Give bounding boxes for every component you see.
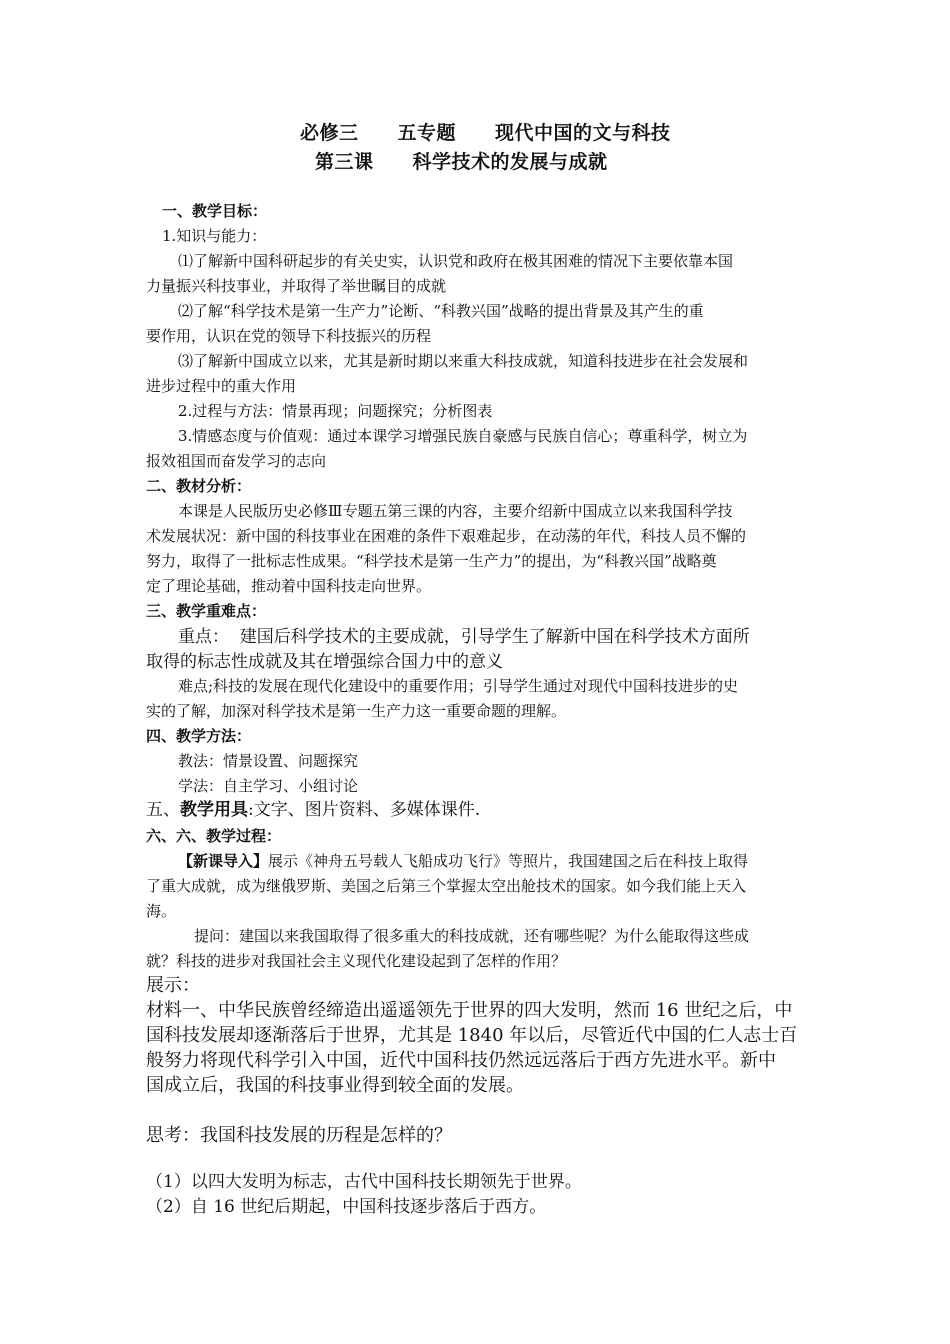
section-heading-objectives: 一、教学目标： [162,202,268,220]
tools-label: 教学用具 [180,800,248,820]
section-heading-process: 六、六、教学过程： [146,827,282,845]
paragraph-line: 重点： 建国后科学技术的主要成就，引导学生了解新中国在科学技术方面所 [178,627,750,647]
page-title: 必修三 五专题 现代中国的文与科技 [300,122,671,144]
paragraph-line: 进步过程中的重大作用 [146,377,297,395]
paragraph-line: 力量振兴科技事业，并取得了举世瞩目的成就 [146,277,447,295]
paragraph-line: ⑵了解“科学技术是第一生产力”论断、“科教兴国”战略的提出背景及其产生的重 [178,302,704,320]
paragraph-line: 努力，取得了一批标志性成果。“科学技术是第一生产力”的提出，为“科教兴国”战略奠 [146,552,717,570]
section-heading-tools [146,802,480,819]
paragraph-line: 了重大成就，成为继俄罗斯、美国之后第三个掌握太空出舱技术的国家。如今我们能上天入 [146,877,747,895]
show-label: 展示： [146,975,200,996]
intro-tag: 【新课导入】 [178,852,269,870]
paragraph-line: 实的了解，加深对科学技术是第一生产力这一重要命题的理解。 [146,702,567,720]
paragraph-line: 就？科技的进步对我国社会主义现代化建设起到了怎样的作用？ [146,952,567,970]
paragraph-line: 术发展状况：新中国的科技事业在困难的条件下艰难起步，在动荡的年代，科技人员不懈的 [146,527,747,545]
paragraph-line: 难点;科技的发展在现代化建设中的重要作用；引导学生通过对现代中国科技进步的史 [178,677,739,695]
tools-text: :文字、图片资料、多媒体课件. [248,800,481,820]
tools-prefix: 五、 [146,800,180,820]
section-heading-analysis: 二、教材分析： [146,477,252,495]
paragraph-line: 定了理论基础，推动着中国科技走向世界。 [146,577,432,595]
paragraph-line: 要作用，认识在党的领导下科技振兴的历程 [146,327,432,345]
paragraph-line: 本课是人民版历史必修Ⅲ专题五第三课的内容，主要介绍新中国成立以来我国科学技 [178,502,733,520]
learning-method-line: 学法：自主学习、小组讨论 [178,777,359,795]
paragraph-line: 海。 [146,902,177,920]
answer-line: （1）以四大发明为标志，古代中国科技长期领先于世界。 [146,1172,582,1192]
paragraph-line: 国科技发展却逐渐落后于世界，尤其是 1840 年以后，尽管近代中国的仁人志士百 [146,1025,798,1046]
section-heading-key-points: 三、教学重难点： [146,602,267,620]
think-question: 思考：我国科技发展的历程是怎样的？ [146,1125,452,1146]
objective-knowledge-label: 1.知识与能力： [162,227,267,245]
objective-process-line: 2.过程与方法：情景再现；问题探究；分析图表 [178,402,493,420]
paragraph-line: 国成立后，我国的科技事业得到较全面的发展。 [146,1075,524,1096]
page-subtitle: 第三课 科学技术的发展与成就 [315,151,608,173]
teaching-method-line: 教法：情景设置、问题探究 [178,752,359,770]
paragraph-line: ⑶了解新中国成立以来，尤其是新时期以来重大科技成就，知道科技进步在社会发展和 [178,352,749,370]
paragraph-line: 3.情感态度与价值观：通过本课学习增强民族自豪感与民族自信心；尊重科学，树立为 [178,427,748,445]
section-heading-methods: 四、教学方法： [146,727,252,745]
paragraph-line [178,854,748,869]
intro-text: 展示《神舟五号载人飞船成功飞行》等照片，我国建国之后在科技上取得 [268,852,749,870]
paragraph-line: 报效祖国而奋发学习的志向 [146,452,327,470]
paragraph-line: 取得的标志性成就及其在增强综合国力中的意义 [146,652,503,672]
paragraph-line: 材料一、中华民族曾经缔造出遥遥领先于世界的四大发明，然而 16 世纪之后，中 [146,1000,793,1021]
paragraph-line: 提问：建国以来我国取得了很多重大的科技成就，还有哪些呢？为什么能取得这些成 [194,927,750,945]
answer-line: （2）自 16 世纪后期起，中国科技逐步落后于西方。 [146,1197,547,1217]
paragraph-line: ⑴了解新中国科研起步的有关史实，认识党和政府在极其困难的情况下主要依靠本国 [178,252,734,270]
paragraph-line: 般努力将现代科学引入中国，近代中国科技仍然远远落后于西方先进水平。新中 [146,1050,776,1071]
